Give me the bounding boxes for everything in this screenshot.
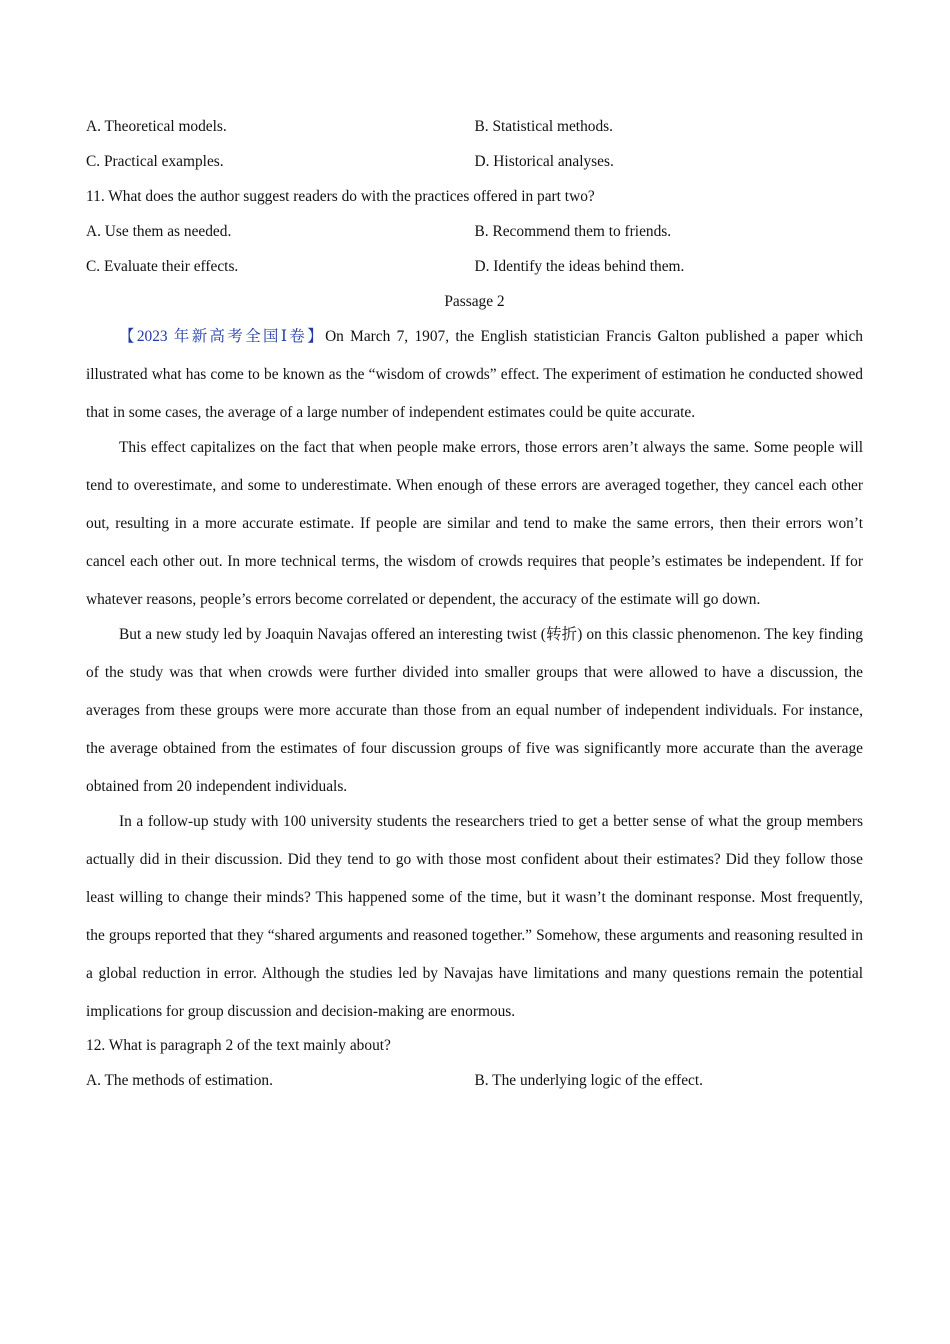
paragraph-1-text: On March 7, 1907, the English statistician Francis Galton published a paper which illustrated what has come to be known as the “wisdom of crowds” effect. The experiment of estimation he conducted showed that in some cases, the average of a large number of independent estimates could be quite accurate.: [86, 328, 863, 421]
passage-paragraph-3: But a new study led by Joaquin Navajas offered an interesting twist (转折) on this classic phenomenon. The key finding of the study was that when crowds were further divided into smaller groups that were allowed to have a discussion, the averages from these groups were more accurate than those from an equal number of independent individuals. For instance, the average obtained from the estimates of four discussion groups of five was significantly more accurate than the average obtained from 20 independent individuals.: [86, 626, 863, 795]
q11-option-c: C. Evaluate their effects.: [86, 257, 239, 275]
passage-title: Passage 2: [444, 293, 505, 310]
q10-option-b: B. Statistical methods.: [474, 117, 614, 135]
q10-option-d: D. Historical analyses.: [474, 152, 614, 170]
passage-paragraph-4: In a follow-up study with 100 university students the researchers tried to get a better sense of what the group members actually did in their discussion. Did they tend to go with those most confident about their estimates? Did they follow those least willing to change their minds? This happened some of the time, but it wasn’t the dominant response. Most frequently, the groups reported that they “shared arguments and reasoned together.” Somehow, these arguments and reasoning resulted in a global reduction in error. Although the studies led by Navajas have limitations and many questions remain the potential implications for group discussion and decision-making are enormous.: [86, 813, 863, 1020]
q10-option-a: A. Theoretical models.: [86, 117, 227, 135]
q12-option-a: A. The methods of estimation.: [86, 1071, 273, 1089]
passage-paragraph-1: [86, 318, 863, 432]
passage-paragraph-2: This effect capitalizes on the fact that when people make errors, those errors aren’t always the same. Some people will tend to overestimate, and some to underestimate. When enough of these errors are averaged together, they cancel each other out, resulting in a more accurate estimate. If people are similar and tend to make the same errors, then their errors won’t cancel each other out. In more technical terms, the wisdom of crowds requires that people’s estimates be independent. If for whatever reasons, people’s errors become correlated or dependent, the accuracy of the estimate will go down.: [86, 439, 863, 608]
q11-option-b: B. Recommend them to friends.: [474, 222, 672, 240]
q10-option-c: C. Practical examples.: [86, 152, 224, 170]
q12-question: 12. What is paragraph 2 of the text mainly about?: [86, 1037, 391, 1054]
source-tag: 【2023 年新高考全国Ⅰ卷】: [119, 328, 326, 345]
document-page: [86, 109, 863, 1098]
q12-option-b: B. The underlying logic of the effect.: [474, 1071, 704, 1089]
q10-options-row-2: [86, 144, 863, 179]
q10-options-row-1: [86, 109, 863, 144]
q11-option-a: A. Use them as needed.: [86, 222, 232, 240]
q11-question: 11. What does the author suggest readers do with the practices offered in part two?: [86, 188, 595, 205]
q11-options-row-1: [86, 214, 863, 249]
q11-options-row-2: [86, 249, 863, 284]
q11-option-d: D. Identify the ideas behind them.: [474, 257, 685, 275]
q12-options-row-1: [86, 1063, 863, 1098]
